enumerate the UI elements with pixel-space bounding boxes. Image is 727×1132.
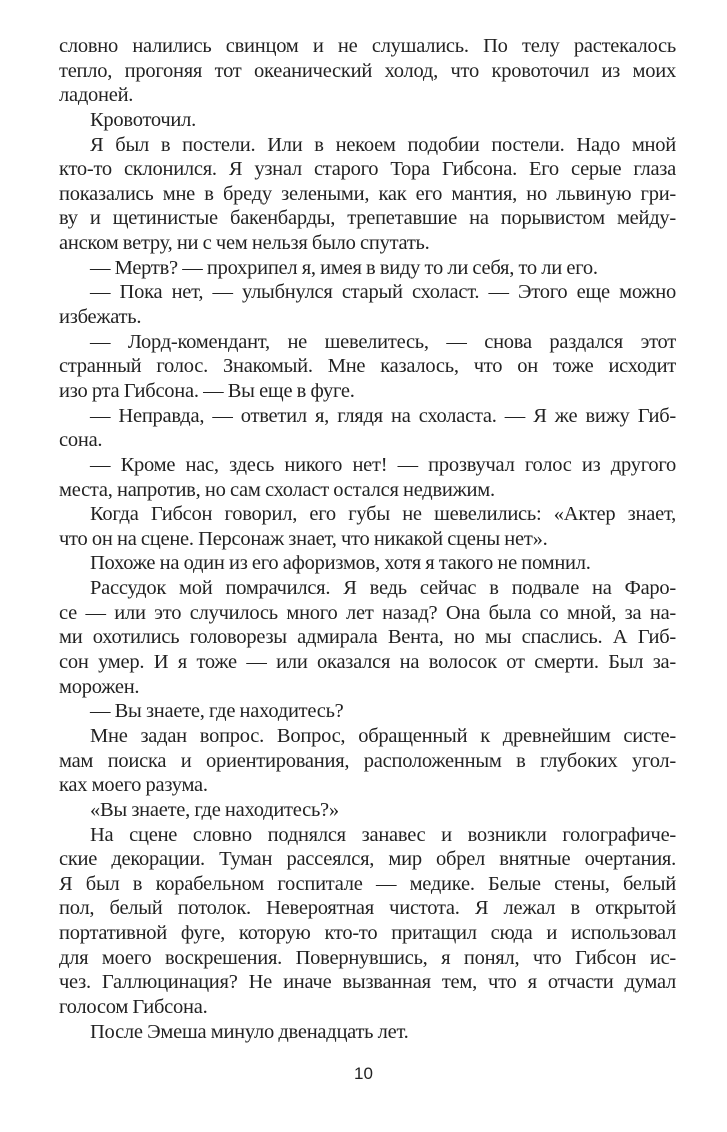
text-line: После Эмеша минуло двенадцать лет. xyxy=(90,1020,409,1043)
text-line: анском ветру, ни с чем нельзя было спутать. xyxy=(59,232,430,255)
text-line: для моего воскрешения. Повернувшись, я понял, что Гибсон ис- xyxy=(59,946,676,969)
text-line: изо рта Гибсона. — Вы еще в фуге. xyxy=(59,379,355,402)
paragraph xyxy=(59,256,676,281)
paragraph xyxy=(59,404,676,453)
paragraph xyxy=(59,133,676,256)
text-line: Я был в постели. Или в некоем подобии постели. Надо мной xyxy=(90,133,676,156)
text-line: сон умер. И я тоже — или оказался на волосок от смерти. Был за- xyxy=(59,651,676,674)
text-line: странный голос. Знакомый. Мне казалось, что он тоже исходит xyxy=(59,355,676,378)
paragraph xyxy=(59,108,676,133)
paragraph xyxy=(59,823,676,1020)
text-line: ские декорации. Туман рассеялся, мир обрел внятные очертания. xyxy=(59,848,676,871)
text-line: что он на сцене. Персонаж знает, что никакой сцены нет». xyxy=(59,527,548,550)
text-line: сона. xyxy=(59,429,103,452)
text-line: чез. Галлюцинация? Не иначе вызванная тем, что я отчасти думал xyxy=(59,971,676,994)
paragraph xyxy=(59,1020,676,1045)
text-line: ми охотились головорезы адмирала Вента, но мы спаслись. А Гиб- xyxy=(59,626,676,649)
paragraph xyxy=(59,724,676,798)
text-line: морожен. xyxy=(59,675,140,698)
text-line: ладоней. xyxy=(59,84,134,107)
paragraph xyxy=(59,576,676,699)
text-line: се — или это случилось много лет назад? Она была со мной, за на- xyxy=(59,601,676,624)
text-line: Я был в корабельном госпитале — медике. Белые стены, белый xyxy=(59,872,676,895)
text-line: «Вы знаете, где находитесь?» xyxy=(90,798,339,821)
text-line: На сцене словно поднялся занавес и возникли голографиче- xyxy=(90,823,676,846)
text-line: — Неправда, — ответил я, глядя на схоласта. — Я же вижу Гиб- xyxy=(90,404,676,427)
paragraph xyxy=(59,453,676,502)
page-number: 10 xyxy=(354,1064,373,1083)
text-line: голосом Гибсона. xyxy=(59,995,208,1018)
text-line: показались мне в бреду зелеными, как его мантия, но львиную гри- xyxy=(59,182,676,205)
text-line: ву и щетинистые бакенбарды, трепетавшие на порывистом мейду- xyxy=(59,207,676,230)
text-line: Когда Гибсон говорил, его губы не шевелились: «Актер знает, xyxy=(90,503,676,526)
text-line: места, напротив, но сам схоласт остался недвижим. xyxy=(59,478,495,501)
text-line: портативной фуге, которую кто-то притащил сюда и использовал xyxy=(59,922,676,945)
text-line: ках моего разума. xyxy=(59,774,208,797)
paragraph xyxy=(59,280,676,329)
paragraph xyxy=(59,551,676,576)
text-line: Рассудок мой помрачился. Я ведь сейчас в подвале на Фаро- xyxy=(90,577,676,600)
text-line: кто-то склонился. Я узнал старого Тора Гибсона. Его серые глаза xyxy=(59,158,676,181)
text-line: избежать. xyxy=(59,306,142,329)
text-line: тепло, прогоняя тот океанический холод, что кровоточил из моих xyxy=(59,59,676,82)
text-line: пол, белый потолок. Невероятная чистота. Я лежал в открытой xyxy=(59,897,676,920)
book-page-body xyxy=(59,34,676,1044)
text-line: Похоже на один из его афоризмов, хотя я такого не помнил. xyxy=(90,552,591,575)
text-line: Мне задан вопрос. Вопрос, обращенный к древнейшим систе- xyxy=(90,724,676,747)
paragraph xyxy=(59,798,676,823)
paragraph xyxy=(59,330,676,404)
text-line: — Вы знаете, где находитесь? xyxy=(90,700,344,723)
text-line: — Кроме нас, здесь никого нет! — прозвучал голос из другого xyxy=(90,453,676,476)
paragraph xyxy=(59,502,676,551)
paragraph xyxy=(59,699,676,724)
text-line: — Лорд-комендант, не шевелитесь, — снова раздался этот xyxy=(90,330,676,353)
text-line: — Пока нет, — улыбнулся старый схоласт. — Этого еще можно xyxy=(90,281,676,304)
text-line: словно налились свинцом и не слушались. По телу растекалось xyxy=(59,35,676,57)
text-line: Кровоточил. xyxy=(90,108,196,131)
paragraph xyxy=(59,34,676,108)
text-line: — Мертв? — прохрипел я, имея в виду то ли себя, то ли его. xyxy=(90,256,598,279)
text-line: мам поиска и ориентирования, расположенным в глубоких угол- xyxy=(59,749,676,772)
